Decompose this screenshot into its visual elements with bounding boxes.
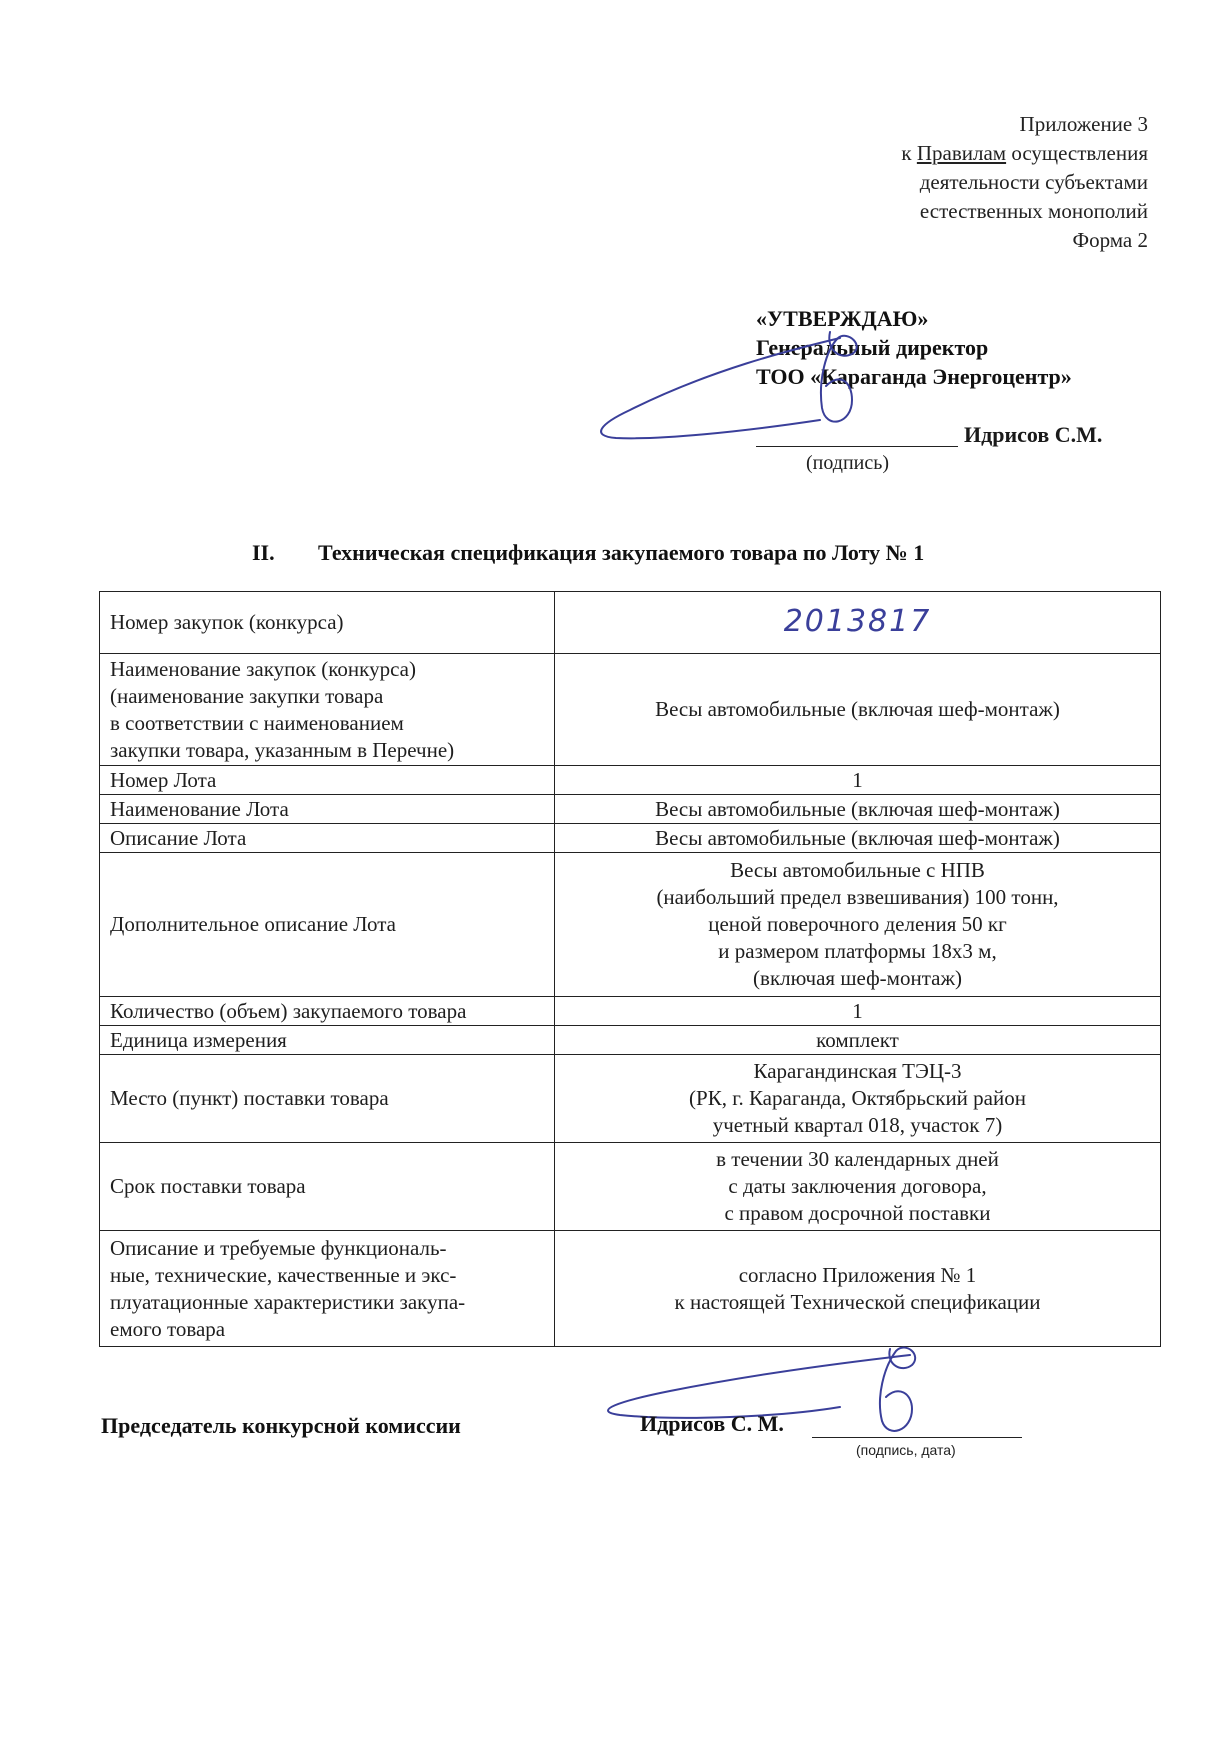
row-label: Номер Лота [100,766,555,795]
chairman-name: Идрисов С. М. [640,1411,784,1436]
spec-table-body [100,592,1161,1347]
rules-link[interactable]: Правилам [916,141,1007,165]
signature-caption: (подпись) [806,452,890,474]
row-value: Весы автомобильные с НПВ (наибольший предел взвешивания) 100 тонн, ценой поверочного деления 50 кг и размером платформы 18х3 м, (включая шеф-монтаж) [555,853,1161,997]
table-row [100,997,1161,1026]
director-name: Идрисов С.М. [964,422,1103,447]
row-value: 1 [555,997,1161,1026]
approval-position: Генеральный директор [756,335,989,360]
approval-company: ТОО «Караганда Энергоцентр» [756,364,1072,389]
row-value: Карагандинская ТЭЦ-3 (РК, г. Караганда, Октябрьский район учетный квартал 018, участок 7) [555,1055,1161,1143]
form-number: Форма 2 [1072,228,1148,252]
row-label: Количество (объем) закупаемого товара [100,997,555,1026]
section-title [252,540,1052,566]
row-label: Описание Лота [100,824,555,853]
row-label: Номер закупок (конкурса) [100,592,555,654]
chairman-signature-line [812,1437,1022,1438]
row-value: согласно Приложения № 1 к настоящей Технической спецификации [555,1231,1161,1347]
row-value: Весы автомобильные (включая шеф-монтаж) [555,795,1161,824]
chairman-title: Председатель конкурсной комиссии [101,1413,461,1438]
row-value: 1 [555,766,1161,795]
row-value: Весы автомобильные (включая шеф-монтаж) [555,824,1161,853]
row-value: в течении 30 календарных дней с даты заключения договора, с правом досрочной поставки [555,1143,1161,1231]
table-row [100,853,1161,997]
chairman-signature-caption: (подпись, дата) [856,1442,956,1458]
table-row [100,1026,1161,1055]
row-label: Срок поставки товара [100,1143,555,1231]
row-label: Наименование закупок (конкурса) (наименование закупки товара в соответствии с наименованием закупки товара, указанным в Перечне) [100,654,555,766]
row-label: Единица измерения [100,1026,555,1055]
appendix-line-4: естественных монополий [919,199,1148,223]
table-row [100,795,1161,824]
appendix-number: Приложение 3 [1019,112,1148,136]
approval-heading: «УТВЕРЖДАЮ» [756,306,929,331]
table-row [100,592,1161,654]
table-row [100,824,1161,853]
table-row [100,1055,1161,1143]
appendix-rules-line: к Правилам осуществления [901,141,1148,165]
approval-signature-row [756,418,1196,450]
spec-table [99,591,1161,1347]
row-label: Место (пункт) поставки товара [100,1055,555,1143]
section-title-text: Техническая спецификация закупаемого товара по Лоту № 1 [318,540,925,565]
table-row [100,766,1161,795]
row-label: Наименование Лота [100,795,555,824]
table-row [100,1143,1161,1231]
row-label: Описание и требуемые функциональ- ные, технические, качественные и экс- плуатационные характеристики закупа- емого товара [100,1231,555,1347]
section-number: II. [252,540,275,565]
handwritten-purchase-number: 2013817 [783,603,932,639]
row-value: комплект [555,1026,1161,1055]
purchase-number-cell [555,592,1161,654]
table-row [100,1231,1161,1347]
row-value: Весы автомобильные (включая шеф-монтаж) [555,654,1161,766]
appendix-header [901,110,1148,255]
table-row [100,654,1161,766]
appendix-line-3: деятельности субъектами [919,170,1148,194]
row-label: Дополнительное описание Лота [100,853,555,997]
signature-line [756,446,958,447]
